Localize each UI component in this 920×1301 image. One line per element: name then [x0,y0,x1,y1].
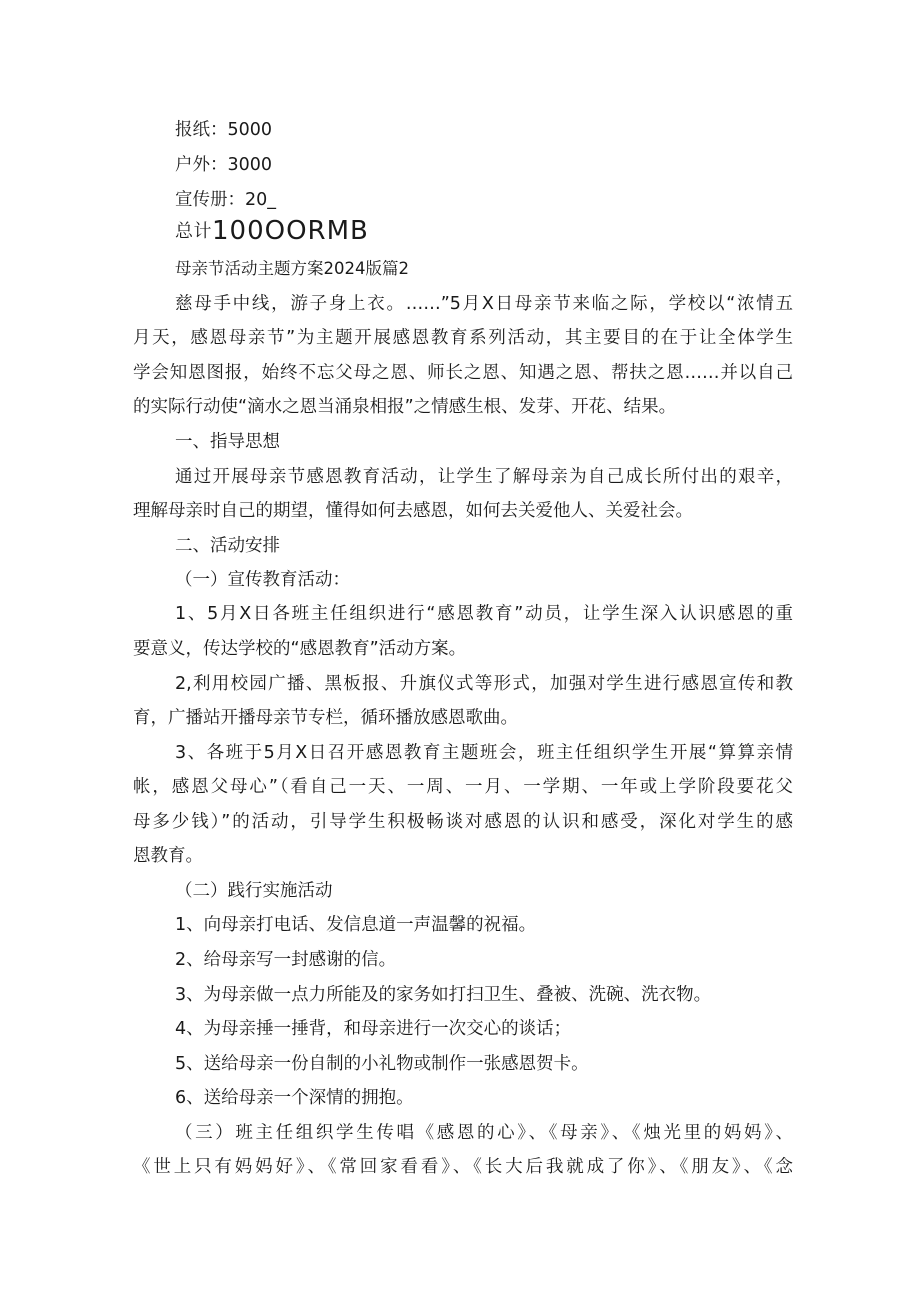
budget-total-label: 总计 [175,221,212,242]
item1-line-2: 要意义，传达学校的“感恩教育”活动方案。 [133,639,467,659]
item2-line-1: 2,利用校园广播、黑板报、升旗仪式等形式，加强对学生进行感恩宣传和教 [175,674,793,694]
item2-line-2: 育，广播站开播母亲节专栏，循环播放感恩歌曲。 [133,708,518,728]
budget-brochure: 宣传册：20_ [175,190,277,210]
item3-line-1: 3、各班于5月X日召开感恩教育主题班会，班主任组织学生开展“算算亲情 [175,743,793,763]
budget-total [175,219,793,244]
item1-line-1: 1、5月X日各班主任组织进行“感恩教育”动员，让学生深入认识感恩的重 [175,604,793,624]
section-title: 母亲节活动主题方案2024版篇2 [175,259,409,278]
intro-line-2: 月天，感恩母亲节”为主题开展感恩教育系列活动，其主要目的在于让全体学生 [133,328,793,348]
guiding-line-2: 理解母亲时自己的期望，懂得如何去感恩，如何去关爱他人、关爱社会。 [133,501,693,521]
guiding-line-1: 通过开展母亲节感恩教育活动，让学生了解母亲为自己成长所付出的艰辛， [175,467,793,487]
intro-line-4: 的实际行动使“滴水之恩当涌泉相报”之情感生根、发芽、开花、结果。 [133,397,677,417]
subheading-practice: （二）践行实施活动 [175,881,333,901]
songs-line-1: （三）班主任组织学生传唱《感恩的心》、《母亲》、《烛光里的妈妈》、 [175,1123,793,1143]
intro-line-1: 慈母手中线，游子身上衣。……”5月X日母亲节来临之际，学校以“浓情五 [175,294,793,314]
practice-item-3: 3、为母亲做一点力所能及的家务如打扫卫生、叠被、洗碗、洗衣物。 [175,985,712,1005]
budget-total-value: 100OORMB [212,219,369,244]
songs-line-2: 《世上只有妈妈好》、《常回家看看》、《长大后我就成了你》、《朋友》、《念 [133,1157,793,1177]
item3-line-4: 恩教育。 [133,846,203,866]
subheading-publicity: （一）宣传教育活动： [175,570,350,590]
practice-item-4: 4、为母亲捶一捶背，和母亲进行一次交心的谈话； [175,1019,572,1039]
practice-item-2: 2、给母亲写一封感谢的信。 [175,950,397,970]
practice-item-5: 5、送给母亲一份自制的小礼物或制作一张感恩贺卡。 [175,1054,589,1074]
budget-newspaper: 报纸：5000 [175,120,273,140]
item3-line-3: 母多少钱）”的活动，引导学生积极畅谈对感恩的认识和感受，深化对学生的感 [133,812,793,832]
heading-guiding: 一、指导思想 [175,432,280,452]
heading-arrangement: 二、活动安排 [175,536,280,556]
budget-outdoor: 户外：3000 [175,155,273,175]
intro-line-3: 学会知恩图报，始终不忘父母之恩、师长之恩、知遇之恩、帮扶之恩……并以自己 [133,363,793,383]
item3-line-2: 帐，感恩父母心”（看自己一天、一周、一月、一学期、一年或上学阶段要花父 [133,777,793,797]
practice-item-1: 1、向母亲打电话、发信息道一声温馨的祝福。 [175,915,537,935]
practice-item-6: 6、送给母亲一个深情的拥抱。 [175,1088,414,1108]
